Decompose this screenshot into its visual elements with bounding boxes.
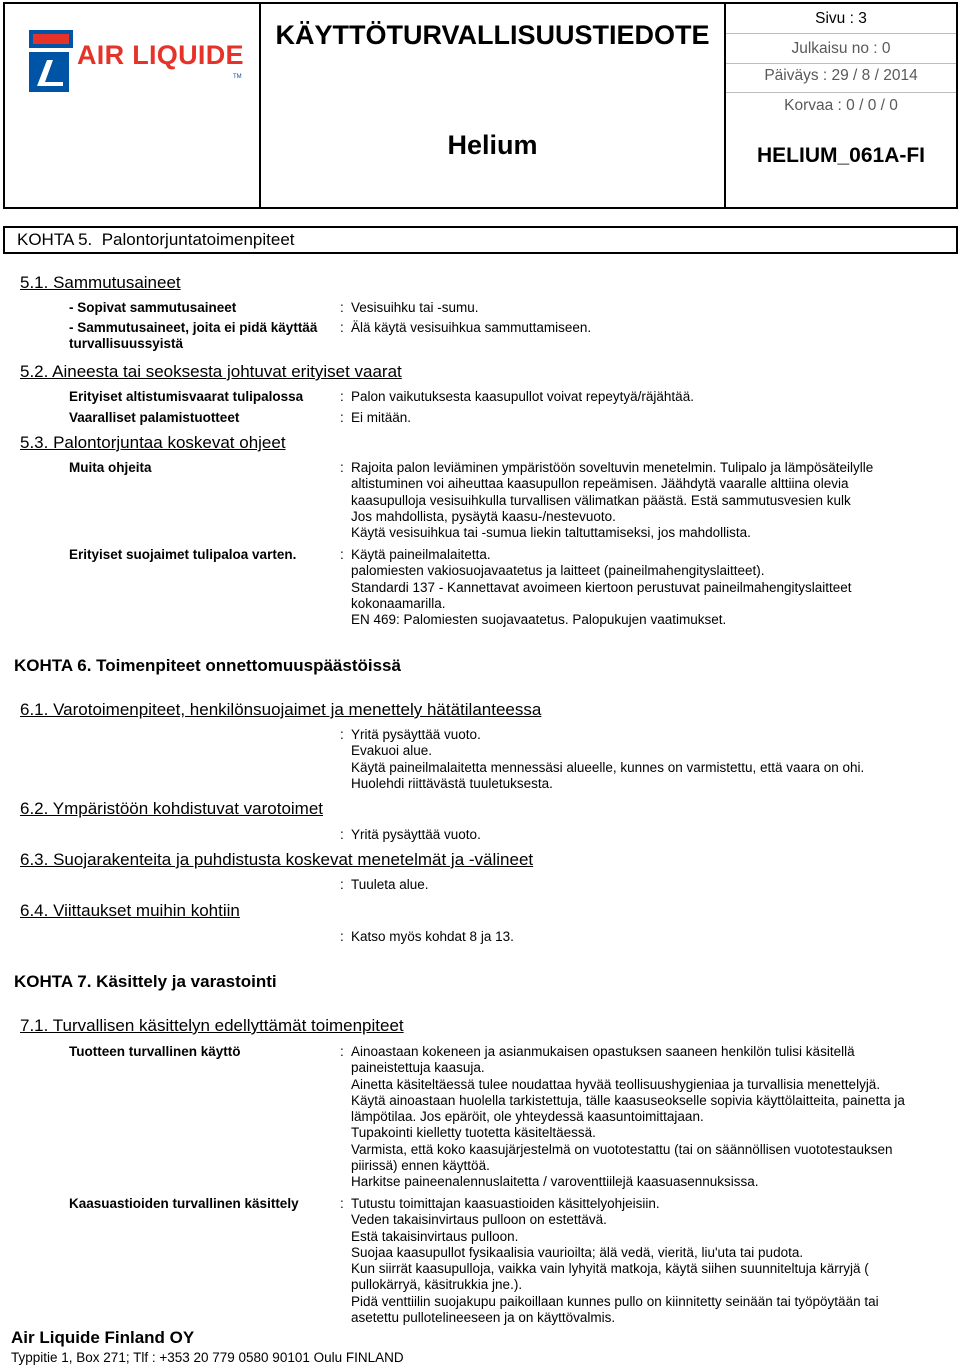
safe-use-value: Ainoastaan kokeneen ja asianmukaisen opastuksen saaneen henkilön tulisi käsitellä paineistettuja kaasuja. Ainetta käsiteltäessä tulee noudattaa hyvää teollisuushygieniaa ja turvallisia menettelyjä. Käytä ainoastaan huolella tarkistettuja, tälle kaasuseokselle sopivia käyttölaitteita, painetta ja lämpötilaa. Jos epäröit, ole yhteydessä kaasuntoimittajaan. Tupakointi kielletty tuotetta käsiteltäessä. Varmista, että koko kaasujärjestelmä on vuototestattu (tai on säännöllisen vuototestauksen piirissä) ennen käyttöä. Harkitse paineenalennuslaitetta / varoventtiilejä kaasuasennuksissa. xyxy=(351,1044,905,1190)
suitable-media-value: Vesisuihku tai -sumu. xyxy=(351,300,479,315)
section-5-heading: KOHTA 5. Palontorjuntatoimenpiteet xyxy=(3,226,958,254)
unsuitable-media-value: Älä käytä vesisuihkua sammuttamiseen. xyxy=(351,320,592,335)
colon: : xyxy=(340,320,344,335)
subsection-6-3-title: 6.3. Suojarakenteita ja puhdistusta koskevat menetelmät ja -välineet xyxy=(20,850,534,869)
combustion-products-value: Ei mitään. xyxy=(351,410,412,425)
replaces-date: Korvaa : 0 / 0 / 0 xyxy=(784,97,898,114)
personal-precautions-value: Yritä pysäyttää vuoto. Evakuoi alue. Käytä paineilmalaitetta mennessäsi alueelle, kunnes on varmistettu, että vaara on ohi. Huolehdi riittävästä tuuletuksesta. xyxy=(351,727,865,791)
logo-wordmark: AIR LIQUIDE xyxy=(77,40,244,70)
unsuitable-media-label-cont: turvallisuussyistä xyxy=(69,336,184,351)
unsuitable-media-label: - Sammutusaineet, joita ei pidä käyttää xyxy=(69,320,318,335)
protective-equipment-label: Erityiset suojaimet tulipaloa varten. xyxy=(69,547,297,562)
colon: : xyxy=(340,410,344,425)
meta-divider xyxy=(726,63,956,64)
combustion-products-label: Vaaralliset palamistuotteet xyxy=(69,410,240,425)
colon: : xyxy=(340,300,344,315)
safe-use-label: Tuotteen turvallinen käyttö xyxy=(69,1044,241,1059)
document-title: KÄYTTÖTURVALLISUUSTIEDOTE xyxy=(275,20,710,50)
subsection-5-2-title: 5.2. Aineesta tai seoksesta johtuvat erityiset vaarat xyxy=(20,362,402,381)
page-number: Sivu : 3 xyxy=(815,10,867,27)
subsection-6-4-title: 6.4. Viittaukset muihin kohtiin xyxy=(20,901,240,920)
document-id: HELIUM_061A-FI xyxy=(756,144,926,167)
title-cell xyxy=(261,4,726,207)
document-header xyxy=(3,2,958,209)
colon: : xyxy=(340,1196,344,1211)
subsection-6-2-title: 6.2. Ympäristöön kohdistuvat varotoimet xyxy=(20,799,324,818)
air-liquide-emblem-icon xyxy=(29,30,73,94)
issue-date: Päiväys : 29 / 8 / 2014 xyxy=(764,67,918,84)
product-name: Helium xyxy=(447,130,538,160)
suitable-media-label: - Sopivat sammutusaineet xyxy=(69,300,237,315)
other-instructions-value: Rajoita palon leviäminen ympäristöön soveltuvin menetelmin. Tulipalo ja lämpösäteilylle altistuminen voi aiheuttaa kaasupullon repeämisen. Jäähdytä vaaralle alttiina olevia kaasupulloja vesisuihkulla turvallisen välimatkan päästä. Estä sammutusvesien kulk Jos mahdollista, pysäytä kaasu-/nestevuoto. Käytä vesisuihkua tai -sumua liekin taltuttamiseksi, jos mahdollista. xyxy=(351,460,874,541)
protective-equipment-value: Käytä paineilmalaitetta. palomiesten vakiosuojavaatetus ja laitteet (paineilmahengityslaitteet). Standardi 137 - Kannettavat avoimeen kiertoon perustuvat paineilmahengityslaitteet kokonaamarilla. EN 469: Palomiesten suojavaatetus. Palopukujen vaatimukset. xyxy=(351,547,852,628)
footer-company: Air Liquide Finland OY xyxy=(11,1328,195,1347)
subsection-7-1-title: 7.1. Turvallisen käsittelyn edellyttämät toimenpiteet xyxy=(20,1016,404,1035)
subsection-5-1-title: 5.1. Sammutusaineet xyxy=(20,273,181,292)
meta-divider xyxy=(726,33,956,34)
section-6-heading: KOHTA 6. Toimenpiteet onnettomuuspäästöissä xyxy=(14,656,401,675)
container-handling-label: Kaasuastioiden turvallinen käsittely xyxy=(69,1196,299,1211)
specific-hazards-value: Palon vaikutuksesta kaasupullot voivat repeytyä/räjähtää. xyxy=(351,389,694,404)
specific-hazards-label: Erityiset altistumisvaarat tulipalossa xyxy=(69,389,304,404)
subsection-5-3-title: 5.3. Palontorjuntaa koskevat ohjeet xyxy=(20,433,286,452)
environmental-precautions-value: Yritä pysäyttää vuoto. xyxy=(351,827,481,842)
colon: : xyxy=(340,460,344,475)
meta-divider xyxy=(726,92,956,93)
references-value: Katso myös kohdat 8 ja 13. xyxy=(351,929,514,944)
meta-cell xyxy=(726,4,956,207)
other-instructions-label: Muita ohjeita xyxy=(69,460,152,475)
colon: : xyxy=(340,389,344,404)
colon: : xyxy=(340,827,344,842)
colon: : xyxy=(340,1044,344,1059)
footer-address: Typpitie 1, Box 271; Tlf : +353 20 779 0580 90101 Oulu FINLAND xyxy=(11,1350,404,1365)
logo-cell xyxy=(5,4,261,207)
air-liquide-logo xyxy=(29,30,245,94)
subsection-6-1-title: 6.1. Varotoimenpiteet, henkilönsuojaimet ja menettely hätätilanteessa xyxy=(20,700,542,719)
edition-number: Julkaisu no : 0 xyxy=(791,40,891,57)
container-handling-value: Tutustu toimittajan kaasuastioiden käsittelyohjeisiin. Veden takaisinvirtaus pulloon on estettävä. Estä takaisinvirtaus pulloon. Suojaa kaasupullot fysikaalisia vaurioilta; älä vedä, vieritä, liu'uta tai pudota. Kun siirrät kaasupulloja, vaikka vain lyhyitä matkoja, käytä siihen suunniteltuja kärryjä ( pullokärryä, käsitrukkia jne.). Pidä venttiilin suojakupu paikoillaan kunnes pullo on kiinnitetty seinään tai työpöytään tai asetettu pullotelineeseen ja on käyttövalmis. xyxy=(351,1196,879,1326)
colon: : xyxy=(340,727,344,742)
colon: : xyxy=(340,929,344,944)
logo-trademark: TM xyxy=(233,74,242,80)
section-7-heading: KOHTA 7. Käsittely ja varastointi xyxy=(14,972,277,991)
cleanup-methods-value: Tuuleta alue. xyxy=(351,877,429,892)
colon: : xyxy=(340,547,344,562)
colon: : xyxy=(340,877,344,892)
